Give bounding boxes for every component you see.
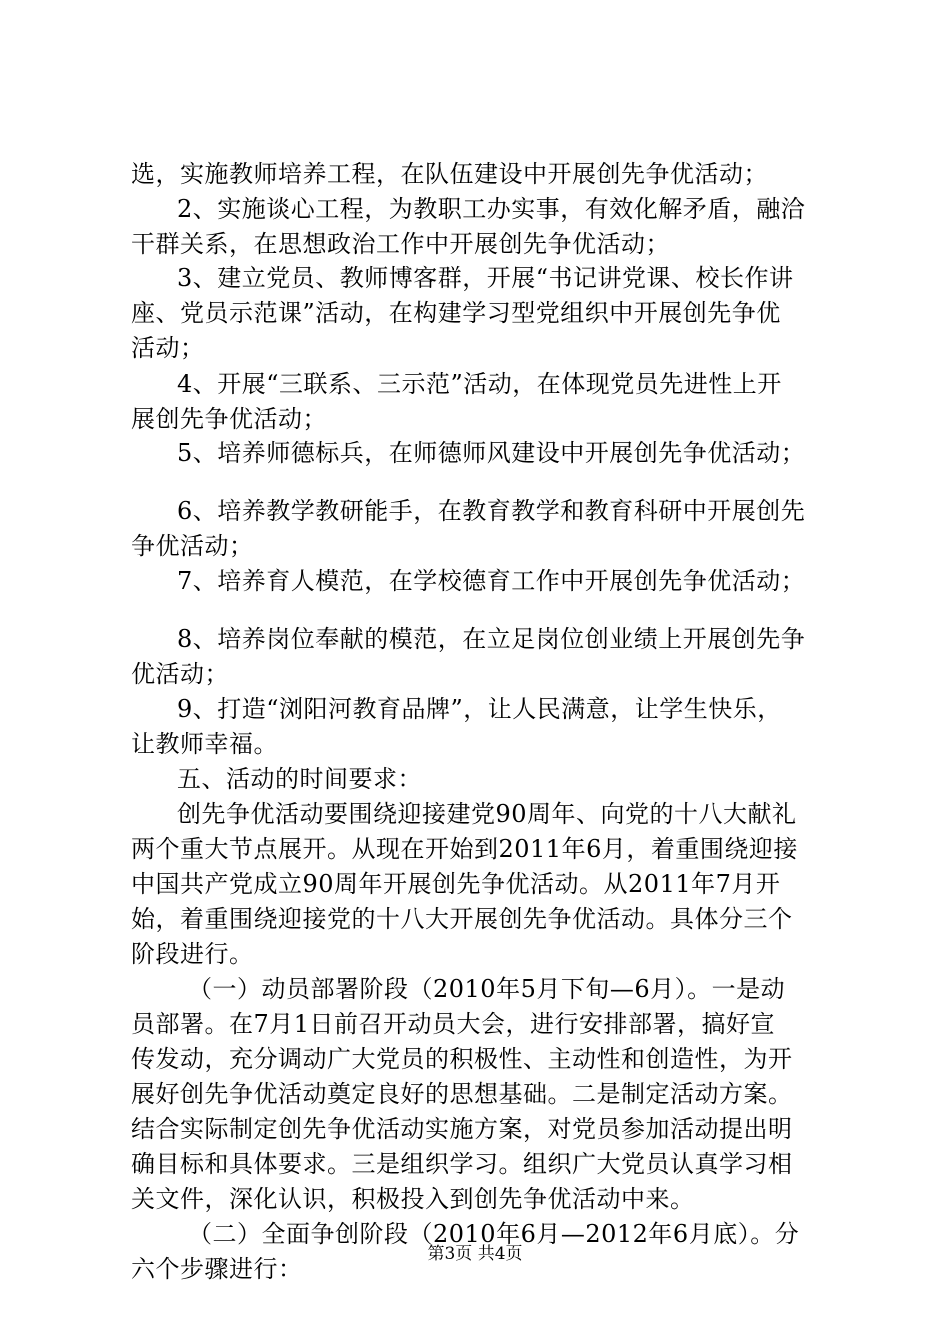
- text-line: 传发动，充分调动广大党员的积极性、主动性和创造性，为开: [131, 1045, 793, 1073]
- text-line: 9、打造“浏阳河教育品牌”，让人民满意，让学生快乐，: [177, 695, 782, 723]
- text-line: 7、培养育人模范，在学校德育工作中开展创先争优活动；: [177, 567, 806, 595]
- text-line: 确目标和具体要求。三是组织学习。组织广大党员认真学习相: [131, 1150, 793, 1178]
- text-line: 中国共产党成立90周年开展创先争优活动。从2011年7月开: [131, 870, 781, 898]
- page-number-footer: 第3页 共4页: [427, 1244, 523, 1264]
- text-line: 3、建立党员、教师博客群，开展“书记讲党课、校长作讲: [177, 264, 794, 292]
- text-line: 五、活动的时间要求：: [177, 765, 422, 793]
- text-line: 六个步骤进行：: [131, 1255, 303, 1283]
- text-line: 选，实施教师培养工程，在队伍建设中开展创先争优活动；: [131, 160, 768, 188]
- text-line: （一）动员部署阶段（2010年5月下旬—6月）。一是动: [188, 975, 786, 1003]
- text-line: 创先争优活动要围绕迎接建党90周年、向党的十八大献礼: [177, 800, 797, 828]
- text-line: 展创先争优活动；: [131, 405, 327, 433]
- text-line: （二）全面争创阶段（2010年6月—2012年6月底）。分: [188, 1220, 800, 1248]
- text-line: 员部署。在7月1日前召开动员大会，进行安排部署，搞好宣: [131, 1010, 776, 1038]
- text-line: 5、培养师德标兵，在师德师风建设中开展创先争优活动；: [177, 439, 806, 467]
- text-line: 始，着重围绕迎接党的十八大开展创先争优活动。具体分三个: [131, 905, 793, 933]
- text-line: 干群关系，在思想政治工作中开展创先争优活动；: [131, 230, 670, 258]
- text-line: 座、党员示范课”活动，在构建学习型党组织中开展创先争优: [131, 299, 781, 327]
- text-line: 8、培养岗位奉献的模范，在立足岗位创业绩上开展创先争: [177, 625, 806, 653]
- text-line: 活动；: [131, 334, 205, 362]
- text-line: 结合实际制定创先争优活动实施方案，对党员参加活动提出明: [131, 1115, 793, 1143]
- text-line: 4、开展“三联系、三示范”活动，在体现党员先进性上开: [177, 370, 782, 398]
- text-line: 展好创先争优活动奠定良好的思想基础。二是制定活动方案。: [131, 1080, 793, 1108]
- text-line: 阶段进行。: [131, 940, 254, 968]
- text-line: 两个重大节点展开。从现在开始到2011年6月，着重围绕迎接: [131, 835, 798, 863]
- text-line: 6、培养教学教研能手，在教育教学和教育科研中开展创先: [177, 497, 806, 525]
- text-line: 让教师幸福。: [131, 730, 278, 758]
- text-line: 争优活动；: [131, 532, 254, 560]
- text-line: 2、实施谈心工程，为教职工办实事，有效化解矛盾，融洽: [177, 195, 806, 223]
- text-line: 关文件，深化认识，积极投入到创先争优活动中来。: [131, 1185, 695, 1213]
- text-line: 优活动；: [131, 660, 229, 688]
